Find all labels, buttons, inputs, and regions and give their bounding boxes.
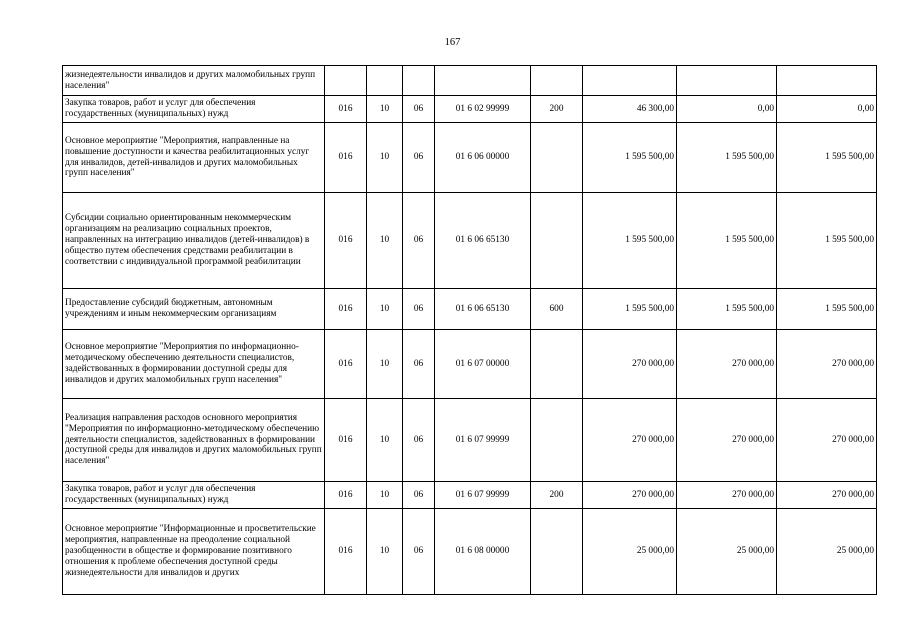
cell-target-article: 01 6 06 65130 <box>435 289 531 330</box>
cell-name: Основное мероприятие "Информационные и просветительские мероприятия, направленные на преодоление социальной разобщенности в обществе и формирование позитивного отношения к проблеме обеспечения доступной среды жизнедеятельности для инвалидов и других <box>63 509 325 595</box>
cell-subsection: 06 <box>403 330 435 399</box>
cell-name: Основное мероприятие "Мероприятия по информационно-методическому обеспечению деятельности специалистов, задействованных в формировании доступной среды для инвалидов и других маломобильных групп населения" <box>63 330 325 399</box>
cell-amount-year-3: 0,00 <box>777 96 877 123</box>
table-row <box>63 96 877 123</box>
cell-expense-type <box>531 509 583 595</box>
cell-target-article <box>435 66 531 96</box>
cell-amount-year-2: 1 595 500,00 <box>677 193 777 289</box>
cell-expense-type <box>531 399 583 482</box>
table-row <box>63 66 877 96</box>
cell-name: Реализация направления расходов основного мероприятия "Мероприятия по информационно-методическому обеспечению деятельности специалистов, задействованных в формировании доступной среды для инвалидов и других маломобильных групп населения" <box>63 399 325 482</box>
cell-amount-year-1: 25 000,00 <box>583 509 677 595</box>
cell-name: Субсидии социально ориентированным некоммерческим организациям на реализацию социальных проектов, направленных на интеграцию инвалидов (детей-инвалидов) в общество путем обеспечения средствами реабилитации в соответствии с индивидуальной программой реабилитации <box>63 193 325 289</box>
table-row <box>63 123 877 193</box>
cell-expense-type <box>531 330 583 399</box>
cell-amount-year-2: 270 000,00 <box>677 399 777 482</box>
cell-amount-year-1: 1 595 500,00 <box>583 193 677 289</box>
cell-target-article: 01 6 07 99999 <box>435 482 531 509</box>
cell-section <box>367 66 403 96</box>
cell-amount-year-2: 1 595 500,00 <box>677 289 777 330</box>
cell-subsection: 06 <box>403 96 435 123</box>
cell-section: 10 <box>367 96 403 123</box>
cell-grbs: 016 <box>325 96 367 123</box>
cell-subsection: 06 <box>403 289 435 330</box>
cell-amount-year-1: 46 300,00 <box>583 96 677 123</box>
cell-amount-year-3: 270 000,00 <box>777 482 877 509</box>
cell-amount-year-3: 1 595 500,00 <box>777 123 877 193</box>
cell-grbs: 016 <box>325 399 367 482</box>
cell-amount-year-3: 1 595 500,00 <box>777 289 877 330</box>
cell-expense-type: 600 <box>531 289 583 330</box>
cell-subsection: 06 <box>403 399 435 482</box>
cell-expense-type <box>531 193 583 289</box>
cell-name: Закупка товаров, работ и услуг для обеспечения государственных (муниципальных) нужд <box>63 482 325 509</box>
cell-expense-type <box>531 123 583 193</box>
cell-grbs: 016 <box>325 193 367 289</box>
cell-section: 10 <box>367 123 403 193</box>
cell-expense-type <box>531 66 583 96</box>
cell-amount-year-1 <box>583 66 677 96</box>
cell-grbs: 016 <box>325 289 367 330</box>
cell-grbs <box>325 66 367 96</box>
table-row <box>63 330 877 399</box>
page-number: 167 <box>444 37 461 48</box>
cell-expense-type: 200 <box>531 96 583 123</box>
cell-expense-type: 200 <box>531 482 583 509</box>
cell-amount-year-1: 270 000,00 <box>583 399 677 482</box>
cell-section: 10 <box>367 330 403 399</box>
cell-amount-year-1: 1 595 500,00 <box>583 289 677 330</box>
cell-target-article: 01 6 02 99999 <box>435 96 531 123</box>
cell-amount-year-2 <box>677 66 777 96</box>
cell-subsection <box>403 66 435 96</box>
cell-section: 10 <box>367 509 403 595</box>
cell-target-article: 01 6 06 65130 <box>435 193 531 289</box>
cell-target-article: 01 6 07 00000 <box>435 330 531 399</box>
cell-section: 10 <box>367 482 403 509</box>
cell-name: Закупка товаров, работ и услуг для обеспечения государственных (муниципальных) нужд <box>63 96 325 123</box>
cell-section: 10 <box>367 289 403 330</box>
cell-amount-year-2: 270 000,00 <box>677 482 777 509</box>
cell-amount-year-1: 270 000,00 <box>583 482 677 509</box>
cell-subsection: 06 <box>403 509 435 595</box>
cell-amount-year-2: 25 000,00 <box>677 509 777 595</box>
cell-amount-year-1: 270 000,00 <box>583 330 677 399</box>
cell-grbs: 016 <box>325 509 367 595</box>
cell-amount-year-1: 1 595 500,00 <box>583 123 677 193</box>
table-row <box>63 193 877 289</box>
table-row <box>63 289 877 330</box>
cell-grbs: 016 <box>325 123 367 193</box>
table-row <box>63 509 877 595</box>
cell-subsection: 06 <box>403 482 435 509</box>
table-row <box>63 482 877 509</box>
cell-grbs: 016 <box>325 482 367 509</box>
cell-target-article: 01 6 06 00000 <box>435 123 531 193</box>
cell-name: Предоставление субсидий бюджетным, автономным учреждениям и иным некоммерческим организациям <box>63 289 325 330</box>
cell-target-article: 01 6 07 99999 <box>435 399 531 482</box>
cell-subsection: 06 <box>403 123 435 193</box>
table-body <box>63 66 877 595</box>
cell-section: 10 <box>367 193 403 289</box>
cell-amount-year-2: 270 000,00 <box>677 330 777 399</box>
budget-table <box>62 65 877 595</box>
cell-amount-year-2: 0,00 <box>677 96 777 123</box>
table-row <box>63 399 877 482</box>
cell-amount-year-3: 25 000,00 <box>777 509 877 595</box>
cell-grbs: 016 <box>325 330 367 399</box>
cell-amount-year-3: 270 000,00 <box>777 399 877 482</box>
cell-amount-year-3: 1 595 500,00 <box>777 193 877 289</box>
cell-subsection: 06 <box>403 193 435 289</box>
cell-amount-year-3: 270 000,00 <box>777 330 877 399</box>
cell-amount-year-3 <box>777 66 877 96</box>
cell-target-article: 01 6 08 00000 <box>435 509 531 595</box>
cell-name: Основное мероприятие "Мероприятия, направленные на повышение доступности и качества реабилитационных услуг для инвалидов, детей-инвалидов и других маломобильных групп населения" <box>63 123 325 193</box>
cell-section: 10 <box>367 399 403 482</box>
cell-name: жизнедеятельности инвалидов и других маломобильных групп населения" <box>63 66 325 96</box>
cell-amount-year-2: 1 595 500,00 <box>677 123 777 193</box>
